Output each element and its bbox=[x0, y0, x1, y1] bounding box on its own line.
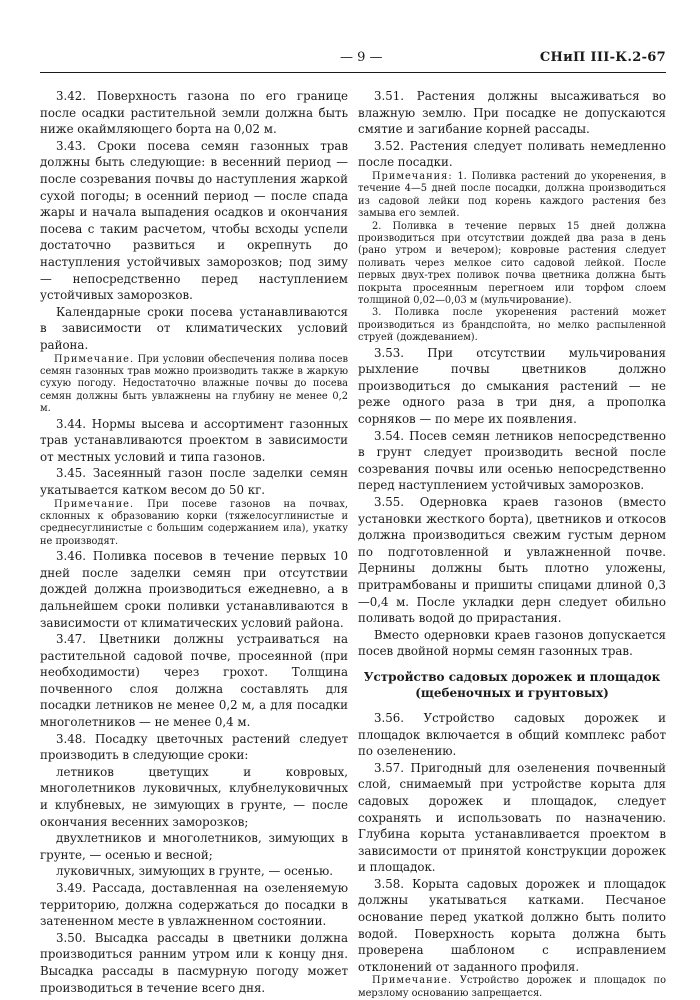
note-text: При условии обеспечения полива посев семян газонных трав можно производить также в жаркую сухую погоду. Недостаточно влажные почвы до посева семян должны быть увлажнены на глубину не менее 0,2 м. bbox=[40, 353, 348, 415]
note-paragraph bbox=[358, 307, 666, 344]
note-label: Примечание. bbox=[54, 498, 135, 510]
body-paragraph: 3.44. Нормы высева и ассортимент газонных трав устанавливаются проектом в зависимости от местных условий и типа газонов. bbox=[40, 416, 348, 464]
note-paragraph bbox=[40, 499, 348, 549]
body-paragraph: 3.46. Поливка посевов в течение первых 10 дней после заделки семян при отсутствии дождей должна производиться ежедневно, а в дальнейшем сроки поливки устанавливаются в зависимости от климатических условий района. bbox=[40, 549, 348, 630]
note-text: 2. Поливка в течение первых 15 дней должна производиться при отсутствии дождей два раза в день (рано утром и вечером); ковровые растения следует поливать через мелкое сито садовой лейкой. После первых двух-трех поливок почва цветника должна быть покрыта просеянным перегноем или торфом слоем толщиной 0,02—0,03 м (мульчирование). bbox=[358, 220, 666, 307]
body-paragraph: 3.48. Посадку цветочных растений следует производить в следующие сроки: bbox=[40, 731, 348, 763]
body-paragraph: 3.43. Сроки посева семян газонных трав должны быть следующие: в весенний период — после созревания почвы до наступления жаркой сухой погоды; в осенний период — после спада жары и начала выпадения осадков и окончания посева с таким расчетом, чтобы всходы успели достаточно развиться и окрепнуть до наступления устойчивых заморозков; под зиму — непосредственно перед наступлением устойчивых заморозков. bbox=[40, 138, 348, 303]
note-paragraph bbox=[358, 221, 666, 308]
section-heading: Устройство садовых дорожек и площадок (щебеночных и грунтовых) bbox=[363, 669, 661, 700]
body-paragraph: 3.51. Растения должны высаживаться во влажную землю. При посадке не допускаются смятие и загибание корней рассады. bbox=[358, 89, 666, 137]
body-paragraph: 3.56. Устройство садовых дорожек и площадок включается в общий комплекс работ по озеленению. bbox=[358, 710, 666, 759]
note-label: Примечание. bbox=[54, 353, 135, 365]
note-text: 1. Поливка растений до укоренения, в течение 4—5 дней после посадки, должна производиться из садовой лейки под корень каждого растения без замыва его землей. bbox=[358, 170, 666, 220]
page-number: — 9 — bbox=[340, 50, 383, 65]
body-paragraph: Календарные сроки посева устанавливаются в зависимости от климатических условий района. bbox=[40, 304, 348, 352]
body-paragraph: 3.45. Засеянный газон после заделки семян укатывается катком весом до 50 кг. bbox=[40, 466, 348, 497]
right-column bbox=[358, 88, 666, 1000]
body-paragraph: 3.55. Одерновка краев газонов (вместо установки жесткого борта), цветников и откосов должна производиться свежим густым дерном по подготовленной и увлажненной почве. Дернины должны быть плотно уложены, притрамбованы и пришиты спицами длиной 0,3—0,4 м. После укладки дерн следует обильно поливать водой до прирастания. bbox=[358, 495, 666, 626]
body-paragraph: 3.47. Цветники должны устраиваться на растительной садовой почве, просеянной (при необходимости) через грохот. Толщина почвенного слоя должна составлять для посадки летников не менее 0,2 м, а для посадки многолетников — не менее 0,4 м. bbox=[40, 632, 348, 730]
note-paragraph bbox=[40, 354, 348, 416]
note-paragraph bbox=[358, 975, 666, 1000]
body-paragraph: двухлетников и многолетников, зимующих в грунте, — осенью и весной; bbox=[40, 831, 348, 862]
page-header bbox=[40, 50, 666, 73]
body-paragraph: 3.49. Рассада, доставленная на озеленяемую территорию, должна содержаться до посадки в затененном месте в увлажненном состоянии. bbox=[40, 881, 348, 929]
body-paragraph: летников цветущих и ковровых, многолетников луковичных, клубнелуковичных и клубневых, не зимующих в грунте, — после окончания весенних заморозков; bbox=[40, 764, 348, 829]
note-paragraph bbox=[358, 171, 666, 221]
body-paragraph: 3.42. Поверхность газона по его границе после осадки растительной земли должна быть ниже окаймляющего борта на 0,02 м. bbox=[40, 89, 348, 137]
body-paragraph: 3.57. Пригодный для озеленения почвенный слой, снимаемый при устройстве корыта для садовых дорожек и площадок, следует сохранять и использовать по назначению. Глубина корыта устанавливается проектом в зависимости от принятой конструкции дорожек и площадок. bbox=[358, 760, 666, 875]
body-paragraph: 3.53. При отсутствии мульчирования рыхление почвы цветников должно производиться до смыкания растений — не реже одного раза в три дня, а прополка сорняков — по мере их появления. bbox=[358, 345, 666, 427]
body-paragraph: луковичных, зимующих в грунте, — осенью. bbox=[56, 864, 334, 879]
body-paragraph: 3.50. Высадка рассады в цветники должна производиться ранним утром или к концу дня. Высадка рассады в пасмурную погоду может производиться в течение всего дня. bbox=[40, 930, 348, 995]
note-text: Устройство дорожек и площадок по мерзлому основанию запрещается. bbox=[358, 975, 666, 999]
note-text: 3. Поливка после укоренения растений может производиться из брандспойта, но мелко распыленной струей (дождеванием). bbox=[358, 307, 666, 344]
document-code: СНиП III-К.2-67 bbox=[539, 50, 666, 65]
note-text: При посеве газонов на почвах, склонных к образованию корки (тяжелосуглинистые и среднесуглинистые с большим содержанием ила), укатку не производят. bbox=[40, 498, 348, 547]
body-paragraph: 3.54. Посев семян летников непосредственно в грунт следует производить весной после созревания почвы или осенью непосредственно перед наступлением устойчивых заморозков. bbox=[358, 428, 666, 493]
body-paragraph: 3.52. Растения следует поливать немедленно после посадки. bbox=[358, 138, 666, 170]
body-paragraph: Вместо одерновки краев газонов допускается посев двойной нормы семян газонных трав. bbox=[358, 627, 666, 659]
note-label: Примечание. bbox=[372, 975, 453, 987]
body-paragraph: 3.58. Корыта садовых дорожек и площадок должны укатываться катками. Песчаное основание перед укаткой должно быть полито водой. Поверхность корыта должна быть проверена шаблоном с исправлением отклонений от заданного профиля. bbox=[358, 876, 666, 974]
left-column bbox=[40, 88, 348, 996]
note-label: Примечания: bbox=[372, 170, 453, 182]
